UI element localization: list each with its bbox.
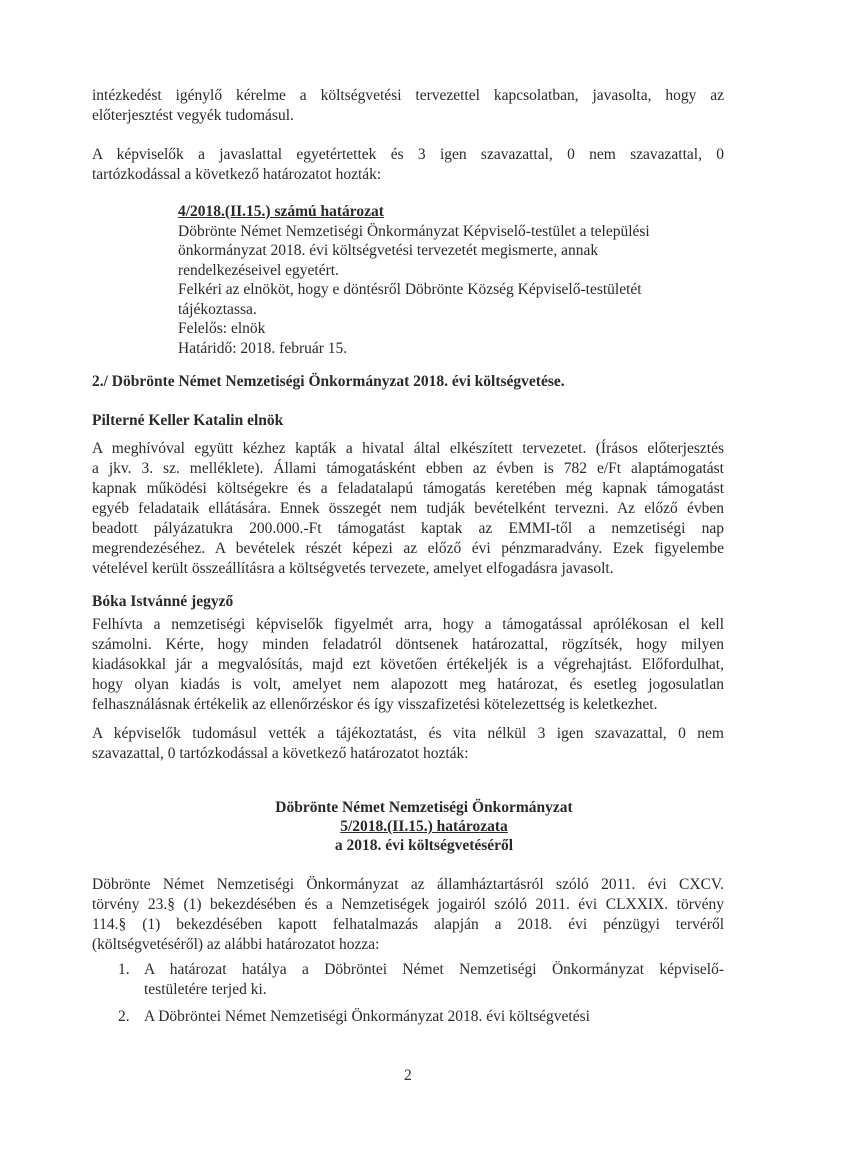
text-line: 114.§ (1) bekezdésében kapott felhatalmazás alapján a 2018. évi pénzügyi tervéről (92, 916, 724, 933)
text-line: önkormányzat 2018. évi költségvetési tervezetét megismerte, annak (178, 242, 599, 259)
text-line: szavazattal, 0 tartózkodással a következő határozatot hozták: (92, 745, 469, 762)
text-line: (költségvetéséről) az alábbi határozatot hozza: (92, 936, 380, 953)
vote-paragraph-2 (92, 724, 724, 764)
text-line: a jkv. 3. sz. melléklete). Állami támogatásként ebben az évben is 782 e/Ft alaptámogatást (92, 460, 724, 477)
list-item-number: 1. (118, 961, 130, 978)
speaker-name: Bóka Istvánné jegyző (92, 593, 234, 610)
text-line: intézkedést igénylő kérelme a költségvetési tervezettel kapcsolatban, javasolta, hogy az (92, 87, 724, 104)
text-line: Felkéri az elnököt, hogy e döntésről Döbrönte Község Képviselő-testületét (178, 281, 642, 298)
text-line: A képviselők a javaslattal egyetértettek és 3 igen szavazattal, 0 nem szavazattal, 0 (92, 146, 724, 163)
text-line: A határozat hatálya a Döbröntei Német Nemzetiségi Önkormányzat képviselő- (144, 961, 724, 978)
text-line: A képviselők tudomásul vették a tájékoztatást, és vita nélkül 3 igen szavazattal, 0 nem (92, 725, 724, 742)
page-number: 2 (404, 1067, 412, 1084)
text-line: tájékoztassa. (178, 300, 257, 318)
text-line: kiadásokkal jár a megvalósítás, majd ezt követően értékeljék is a végrehajtást. Előfordulhat, (92, 656, 724, 673)
text-line: A Döbröntei Német Nemzetiségi Önkormányzat 2018. évi költségvetési (144, 1008, 590, 1025)
text-line: beadott pályázatukra 200.000.-Ft támogatást kaptak az EMMI-től a nemzetiségi nap (92, 520, 724, 537)
agenda-item-heading: 2./ Döbrönte Német Nemzetiségi Önkormányzat 2018. évi költségvetése. (92, 373, 565, 390)
resolution-4-title: 4/2018.(II.15.) számú határozat (178, 203, 384, 220)
text-line: Határidő: 2018. február 15. (178, 339, 348, 357)
resolution-5-number: 5/2018.(II.15.) határozata (340, 818, 508, 835)
text-line: számolni. Kérte, hogy minden feladatról döntsenek határozattal, rögzítsék, hogy milyen (92, 636, 724, 653)
list-item (118, 960, 724, 1000)
resolution-5-heading (92, 798, 756, 855)
text-line: Döbrönte Német Nemzetiségi Önkormányzat az államháztartásról szóló 2011. évi CXCV. (92, 876, 724, 893)
text-line: testületére terjed ki. (144, 981, 267, 998)
resolution-5-body (92, 875, 724, 955)
text-line: tartózkodással a következő határozatot hozták: (92, 166, 382, 183)
text-line: felhasználásnak értékelik az ellenőrzéskor és így visszafizetési kötelezettség is keletkezhet. (92, 696, 658, 713)
list-item (118, 1007, 724, 1027)
text-line: hogy olyan kiadás is volt, amelyet nem alapozott meg határozat, és esetleg jogosulatlan (92, 676, 724, 693)
text-line: törvény 23.§ (1) bekezdésében és a Nemzetiségek jogairól szóló 2011. évi CLXXIX. törvény (92, 896, 724, 913)
text-line: rendelkezéseivel egyetért. (178, 261, 339, 279)
resolution-5-issuer: Döbrönte Német Nemzetiségi Önkormányzat (275, 799, 573, 816)
resolution-5-subject: a 2018. évi költségvetéséről (334, 837, 514, 854)
text-line: Felhívta a nemzetiségi képviselők figyelmét arra, hogy a támogatással aprólékosan el kell (92, 616, 724, 633)
speaker-name: Pilterné Keller Katalin elnök (92, 412, 284, 429)
text-line: megrendezéséhez. A bevételek részét képezi az előző évi pénzmaradvány. Ezek figyelembe (92, 540, 724, 557)
intro-paragraph (92, 86, 724, 126)
text-line: Felelős: elnök (178, 320, 266, 337)
resolution-4-block (178, 202, 698, 358)
list-item-number: 2. (118, 1008, 130, 1025)
text-line: Döbrönte Német Nemzetiségi Önkormányzat Képviselő-testület a települési (178, 222, 650, 240)
speaker-2-paragraph (92, 615, 724, 715)
vote-paragraph-1 (92, 145, 724, 185)
speaker-1-paragraph (92, 439, 724, 579)
text-line: A meghívóval együtt kézhez kapták a hivatal által elkészített tervezetet. (Írásos előterjesztés (92, 440, 724, 457)
text-line: kapnak működési költségekre és a feladatalapú támogatás keretében még kapnak támogatást (92, 480, 724, 497)
text-line: előterjesztést vegyék tudomásul. (92, 107, 294, 124)
text-line: egyéb feladataik ellátására. Ennek összegét nem tudják bevételként tervezni. Az előző évben (92, 500, 724, 517)
text-line: vételével került összeállításra a költségvetés tervezete, amelyet elfogadásra javasolt. (92, 560, 614, 577)
